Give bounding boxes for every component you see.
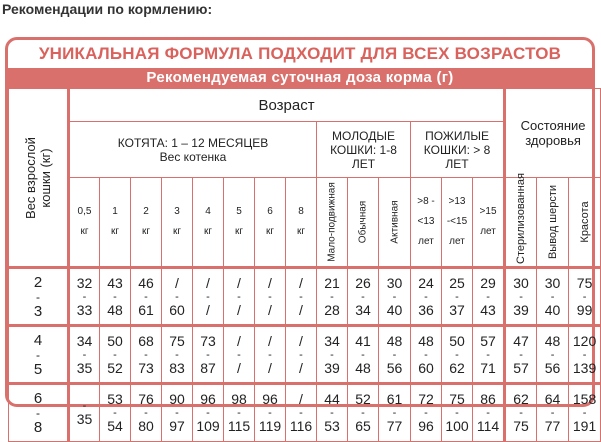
dose-top: 76 (138, 391, 154, 407)
dose-top: / (268, 332, 272, 349)
dose-bottom: 35 (76, 410, 93, 427)
dose-dash: - (361, 407, 365, 419)
dose-top: 47 (513, 332, 529, 349)
kitten-weight-value: 5 (236, 206, 242, 217)
kitten-weight-value: 1 (112, 206, 118, 217)
dose-value (379, 384, 411, 442)
dose-dash: - (299, 348, 303, 361)
kitten-weight-unit: кг (80, 226, 89, 237)
dose-top: / (299, 391, 303, 407)
dose-bottom: 83 (169, 359, 185, 376)
dose-top: 61 (386, 391, 403, 407)
dose-top: 57 (480, 332, 496, 349)
dose-dash: - (455, 407, 459, 419)
activity-label: Мало-подвижная (326, 182, 338, 262)
dose-value (317, 326, 348, 384)
dose-bottom: 99 (576, 301, 593, 318)
dose-top: 52 (355, 391, 371, 407)
dose-dash: - (486, 290, 490, 303)
dose-top: 21 (324, 274, 340, 291)
dose-bottom: 35 (76, 359, 93, 376)
dose-value (286, 268, 317, 326)
senior-group: ПОЖИЛЫЕ КОШКИ: > 8 ЛЕТ (411, 122, 505, 178)
dose-value (569, 326, 601, 384)
dose-top: 90 (169, 391, 185, 407)
dose-dash: - (519, 348, 523, 361)
dose-value (537, 384, 569, 442)
dose-value (224, 268, 255, 326)
dose-top: 75 (576, 274, 593, 291)
weight-range (9, 326, 69, 384)
dose-value (537, 326, 569, 384)
dose-dash: - (392, 407, 397, 419)
dose-dash: - (550, 348, 555, 361)
dose-value (537, 268, 569, 326)
dose-value (162, 384, 193, 442)
dose-value (131, 326, 162, 384)
dose-bottom: 73 (138, 359, 154, 376)
dose-value (317, 268, 348, 326)
dose-value (100, 268, 131, 326)
dose-bottom: 96 (418, 418, 434, 434)
weight-dash: - (36, 289, 40, 304)
dose-value (131, 268, 162, 326)
kitten-weight-value: 3 (174, 206, 180, 217)
dose-bottom: / (268, 359, 272, 376)
dose-dash: - (519, 407, 523, 419)
senior-age-col (442, 178, 473, 268)
dose-value (569, 384, 601, 442)
card-title: УНИКАЛЬНАЯ ФОРМУЛА ПОДХОДИТ ДЛЯ ВСЕХ ВОЗРАСТОВ (38, 44, 562, 63)
dose-top: 41 (355, 332, 371, 349)
health-label: Красота (578, 201, 591, 243)
health-col (569, 178, 601, 268)
dose-value (193, 384, 224, 442)
dose-top: 75 (169, 332, 185, 349)
dose-bottom: 53 (324, 418, 340, 434)
kitten-weight-unit: кг (203, 226, 213, 237)
senior-age-label: лет (449, 236, 465, 247)
dose-top: 64 (544, 391, 561, 407)
weight-to: 3 (33, 302, 43, 320)
dose-top: 53 (107, 391, 123, 407)
senior-age-label: -<15 (446, 216, 468, 227)
dose-top: 96 (200, 391, 216, 407)
kitten-weight-unit: кг (296, 226, 306, 237)
dose-dash: - (268, 348, 272, 361)
kitten-weight-value: 6 (267, 206, 273, 217)
dose-top: 48 (386, 332, 403, 349)
senior-age-label: лет (418, 236, 434, 247)
dose-dash: - (113, 407, 117, 419)
dose-dash: - (144, 290, 148, 303)
activity-label: Активная (389, 200, 400, 244)
age-header: Возраст (69, 89, 505, 122)
dose-dash: - (237, 290, 241, 303)
dose-bottom: 54 (107, 418, 123, 434)
dose-value (569, 268, 601, 326)
dose-top: 34 (76, 332, 93, 349)
dose-bottom: 114 (476, 418, 500, 434)
card-subtitle: Рекомендуемая суточная доза корма (г) (8, 68, 592, 88)
dose-value (69, 326, 100, 384)
dose-bottom: 191 (572, 418, 597, 434)
senior-age-label: >8 - (417, 196, 435, 207)
table-row (9, 326, 601, 384)
senior-age-label: >13 (448, 196, 466, 207)
dose-dash: - (330, 348, 334, 361)
dose-value (473, 326, 505, 384)
dose-value (317, 384, 348, 442)
weight-header-cell (9, 89, 69, 268)
dose-dash: - (582, 290, 587, 303)
dose-value (69, 384, 100, 442)
kitten-weight-col (100, 178, 131, 268)
dose-bottom: 48 (355, 359, 371, 376)
dose-value (473, 384, 505, 442)
dose-dash: - (82, 290, 87, 303)
dose-value (193, 326, 224, 384)
dose-top: 25 (449, 274, 465, 291)
dose-bottom: 34 (355, 301, 371, 318)
young-group: МОЛОДЫЕ КОШКИ: 1-8 ЛЕТ (317, 122, 411, 178)
page-heading: Рекомендации по кормлению: (2, 1, 213, 17)
senior-age-col (473, 178, 505, 268)
dose-value (255, 268, 286, 326)
dose-dash: - (361, 348, 365, 361)
senior-age-col (411, 178, 442, 268)
dose-bottom: 62 (449, 359, 465, 376)
activity-col (379, 178, 411, 268)
dose-dash: - (392, 348, 397, 361)
weight-to: 8 (33, 419, 43, 436)
dose-top: 62 (513, 391, 529, 407)
dose-top: 50 (107, 332, 123, 349)
dose-value (162, 268, 193, 326)
dose-bottom: 56 (386, 359, 403, 376)
dose-top: 96 (262, 391, 278, 407)
dose-top: / (268, 274, 272, 291)
dose-top: 30 (386, 274, 403, 291)
dose-top: 98 (231, 391, 247, 407)
dose-dash: - (392, 290, 397, 303)
health-label: Стерилизованная (515, 173, 528, 264)
dose-dash: - (82, 348, 87, 361)
dose-dash: - (144, 348, 148, 361)
dose-value (348, 326, 379, 384)
dose-dash: - (175, 290, 179, 303)
senior-age-label: <13 (417, 216, 435, 227)
dose-dash: - (206, 290, 210, 303)
dose-dash: - (113, 348, 117, 361)
kitten-weight-unit: кг (172, 226, 182, 237)
health-label: Вывод шерсти (546, 184, 559, 260)
dose-bottom: 77 (544, 418, 561, 434)
dose-value (286, 384, 317, 442)
dose-value (255, 384, 286, 442)
dose-top: 24 (418, 274, 434, 291)
weight-to: 5 (33, 360, 43, 378)
dose-top: 44 (324, 391, 340, 407)
kitten-weight-col (131, 178, 162, 268)
dose-value (100, 326, 131, 384)
dose-value (286, 326, 317, 384)
weight-from: 2 (33, 273, 43, 291)
dose-value (131, 384, 162, 442)
health-header: Состояние здоровья (505, 89, 601, 178)
weight-from: 6 (33, 390, 43, 407)
feeding-table (8, 88, 601, 442)
weight-from: 4 (33, 331, 43, 349)
dose-bottom: 65 (355, 418, 371, 434)
health-col (505, 173, 537, 268)
dose-dash: - (82, 399, 87, 412)
dose-value (442, 268, 473, 326)
dose-dash: - (206, 348, 210, 361)
dose-bottom: 33 (76, 301, 93, 318)
dose-value (379, 268, 411, 326)
dose-top: / (299, 332, 303, 349)
dose-value (411, 268, 442, 326)
senior-age-label: лет (480, 226, 496, 237)
dose-value (193, 268, 224, 326)
dose-value (224, 384, 255, 442)
feeding-card (5, 37, 597, 436)
dose-bottom: 116 (289, 418, 313, 434)
dose-dash: - (486, 348, 490, 361)
dose-value (379, 326, 411, 384)
dose-bottom: 71 (480, 359, 496, 376)
dose-dash: - (206, 407, 210, 419)
dose-bottom: 75 (513, 418, 529, 434)
kitten-weight-col (69, 178, 100, 268)
dose-top: 72 (418, 391, 434, 407)
dose-dash: - (330, 290, 334, 303)
dose-bottom: 48 (107, 301, 123, 318)
dose-bottom: 40 (544, 301, 561, 318)
dose-top: / (237, 332, 241, 349)
dose-dash: - (550, 290, 555, 303)
dose-value (100, 384, 131, 442)
dose-bottom: 139 (572, 359, 597, 376)
dose-top: 50 (449, 332, 465, 349)
kitten-weight-col (162, 178, 193, 268)
dose-dash: - (299, 407, 303, 419)
dose-dash: - (519, 290, 523, 303)
dose-value (411, 326, 442, 384)
dose-top: / (175, 274, 179, 291)
dose-bottom: 57 (513, 359, 529, 376)
dose-top: 120 (572, 332, 597, 349)
dose-dash: - (582, 348, 587, 361)
dose-value (505, 268, 537, 326)
activity-col (348, 178, 379, 268)
dose-bottom: 119 (258, 418, 282, 434)
dose-bottom: / (299, 359, 303, 376)
dose-value (473, 268, 505, 326)
dose-dash: - (144, 407, 148, 419)
dose-bottom: 97 (169, 418, 185, 434)
kitten-weight-unit: кг (141, 226, 151, 237)
dose-value (69, 268, 100, 326)
dose-value (162, 326, 193, 384)
weight-range (9, 268, 69, 326)
dose-top: 34 (324, 332, 340, 349)
dose-bottom: / (299, 301, 303, 318)
kitten-weight-col (224, 178, 255, 268)
weight-dash: - (36, 347, 40, 362)
dose-top: 30 (544, 274, 561, 291)
dose-dash: - (175, 407, 179, 419)
dose-value (411, 384, 442, 442)
dose-top: 158 (572, 391, 597, 407)
weight-dash: - (36, 406, 40, 420)
dose-bottom: / (237, 301, 241, 318)
dose-value (348, 384, 379, 442)
dose-dash: - (268, 407, 272, 419)
dose-dash: - (330, 407, 334, 419)
kitten-weight-value: 2 (143, 206, 149, 217)
dose-top: 86 (480, 391, 496, 407)
kitten-weight-col (286, 178, 317, 268)
dose-dash: - (237, 407, 241, 419)
kittens-group (69, 122, 317, 178)
kitten-weight-value: 8 (298, 206, 304, 217)
dose-dash: - (113, 290, 117, 303)
dose-top: 68 (138, 332, 154, 349)
weight-range (9, 384, 69, 442)
dose-value (505, 326, 537, 384)
kitten-weight-col (255, 178, 286, 268)
dose-dash: - (299, 290, 303, 303)
dose-dash: - (486, 407, 490, 419)
dose-bottom: 28 (324, 301, 340, 318)
dose-bottom: 60 (418, 359, 434, 376)
kitten-weight-value: 4 (205, 206, 211, 217)
dose-dash: - (550, 407, 555, 419)
kitten-weight-unit: кг (234, 226, 244, 237)
dose-value (442, 384, 473, 442)
dose-top: 48 (418, 332, 434, 349)
dose-bottom: 115 (227, 418, 251, 434)
dose-dash: - (455, 348, 459, 361)
dose-top: 48 (544, 332, 561, 349)
kittens-title: КОТЯТА: 1 – 12 МЕСЯЦЕВ (117, 135, 269, 150)
dose-bottom: 39 (324, 359, 340, 376)
dose-dash: - (361, 290, 365, 303)
kitten-weight-unit: кг (265, 226, 275, 237)
dose-bottom: 43 (480, 301, 496, 318)
dose-bottom: 87 (200, 359, 216, 376)
kitten-weight-value: 0,5 (77, 206, 92, 217)
dose-top: / (237, 274, 241, 291)
table-row (9, 268, 601, 326)
kitten-weight-col (193, 178, 224, 268)
dose-dash: - (582, 407, 587, 419)
dose-bottom: 80 (138, 418, 154, 434)
dose-dash: - (455, 290, 459, 303)
dose-top: 46 (138, 274, 154, 291)
dose-bottom: 61 (138, 301, 154, 318)
dose-bottom: 100 (445, 418, 469, 434)
dose-bottom: 56 (544, 359, 561, 376)
dose-bottom: 39 (513, 301, 529, 318)
dose-value (255, 326, 286, 384)
dose-top: 29 (480, 274, 496, 291)
activity-col (317, 178, 348, 268)
kitten-weight-unit: кг (110, 226, 120, 237)
health-col (537, 178, 569, 268)
dose-top: 73 (200, 332, 216, 349)
dose-bottom: 77 (386, 418, 403, 434)
dose-top: 43 (107, 274, 123, 291)
dose-dash: - (175, 348, 179, 361)
table-row (9, 384, 601, 442)
dose-bottom: / (237, 359, 241, 376)
dose-bottom: / (268, 301, 272, 318)
dose-value (348, 268, 379, 326)
dose-bottom: / (206, 301, 210, 318)
senior-age-label: >15 (479, 206, 497, 217)
dose-bottom: 37 (449, 301, 465, 318)
dose-value (505, 384, 537, 442)
dose-bottom: 109 (196, 418, 220, 434)
weight-header: Вес взрослой кошки (кг) (23, 136, 53, 219)
dose-top: / (206, 274, 210, 291)
dose-dash: - (424, 290, 428, 303)
dose-top: 26 (355, 274, 371, 291)
dose-bottom: 36 (418, 301, 434, 318)
dose-top: 30 (513, 274, 529, 291)
dose-dash: - (424, 348, 428, 361)
dose-value (442, 326, 473, 384)
dose-top: / (299, 274, 303, 291)
dose-dash: - (237, 348, 241, 361)
dose-bottom: 40 (386, 301, 403, 318)
dose-top: 32 (76, 274, 93, 291)
dose-dash: - (424, 407, 428, 419)
dose-top: 75 (449, 391, 465, 407)
dose-bottom: 60 (169, 301, 185, 318)
dose-value (224, 326, 255, 384)
kittens-subtitle: Вес котенка (159, 149, 227, 164)
dose-dash: - (268, 290, 272, 303)
dose-bottom: 52 (107, 359, 123, 376)
activity-label: Обычная (357, 200, 369, 244)
